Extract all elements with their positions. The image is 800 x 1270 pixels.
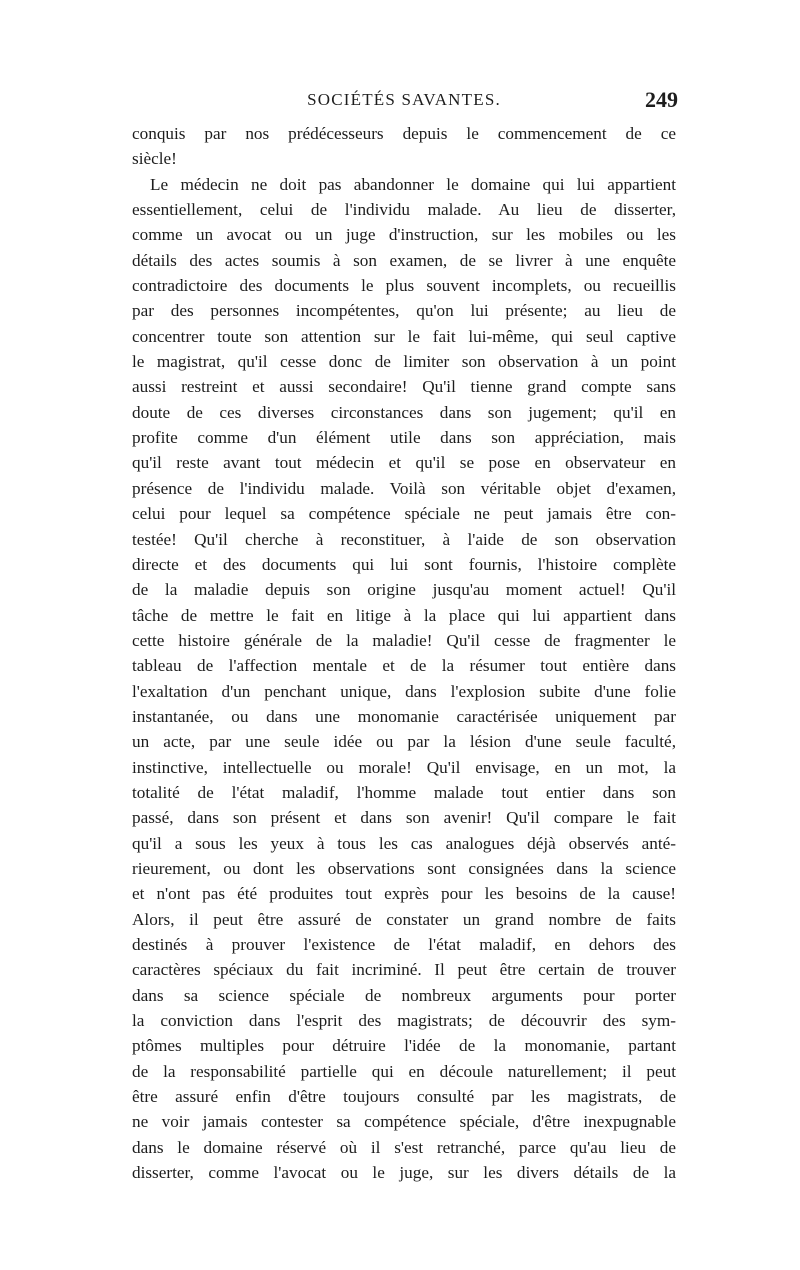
text-line: le magistrat, qu'il cesse donc de limiter son observation à un point <box>132 352 676 372</box>
text-line: instantanée, ou dans une monomanie caractérisée uniquement par <box>132 706 676 726</box>
running-title: SOCIÉTÉS SAVANTES. <box>307 90 501 109</box>
text-line: tableau de l'affection mentale et de la résumer tout entière dans <box>132 656 676 676</box>
text-line: dans sa science spéciale de nombreux arguments pour porter <box>132 985 676 1005</box>
text-line: profite comme d'un élément utile dans son appréciation, mais <box>132 428 676 448</box>
text-line: contradictoire des documents le plus souvent incomplets, ou recueillis <box>132 276 676 296</box>
text-line: celui pour lequel sa compétence spéciale ne peut jamais être con- <box>132 504 676 524</box>
text-line: concentrer toute son attention sur le fait lui-même, qui seul captive <box>132 326 676 346</box>
text-line: doute de ces diverses circonstances dans son jugement; qu'il en <box>132 402 676 422</box>
text-line: qu'il reste avant tout médecin et qu'il se pose en observateur en <box>132 453 676 473</box>
text-line: aussi restreint et aussi secondaire! Qu'il tienne grand compte sans <box>132 377 676 397</box>
text-line: comme un avocat ou un juge d'instruction, sur les mobiles ou les <box>132 225 676 245</box>
page-number: 249 <box>645 87 678 112</box>
text-line: de la maladie depuis son origine jusqu'au moment actuel! Qu'il <box>132 580 676 600</box>
text-line: par des personnes incompétentes, qu'on lui présente; au lieu de <box>132 301 676 321</box>
text-line: ptômes multiples pour détruire l'idée de la monomanie, partant <box>132 1036 676 1056</box>
text-line: cette histoire générale de la maladie! Qu'il cesse de fragmenter le <box>132 630 676 650</box>
text-line: dans le domaine réservé où il s'est retranché, parce qu'au lieu de <box>132 1137 676 1157</box>
text-line: siècle! <box>132 149 177 169</box>
text-line: de la responsabilité partielle qui en découle naturellement; il peut <box>132 1061 676 1081</box>
text-line: qu'il a sous les yeux à tous les cas analogues déjà observés anté- <box>132 833 676 853</box>
text-line: un acte, par une seule idée ou par la lésion d'une seule faculté, <box>132 732 676 752</box>
text-line: ne voir jamais contester sa compétence spéciale, d'être inexpugnable <box>132 1112 676 1132</box>
text-line: l'exaltation d'un penchant unique, dans l'explosion subite d'une folie <box>132 681 676 701</box>
running-head <box>132 87 678 116</box>
text-line: détails des actes soumis à son examen, de se livrer à une enquête <box>132 250 676 270</box>
text-line: instinctive, intellectuelle ou morale! Qu'il envisage, en un mot, la <box>132 757 676 777</box>
text-line: tâche de mettre le fait en litige à la place qui lui appartient dans <box>132 605 676 625</box>
text-line: la conviction dans l'esprit des magistrats; de découvrir des sym- <box>132 1011 676 1031</box>
text-line: être assuré enfin d'être toujours consulté par les magistrats, de <box>132 1087 676 1107</box>
text-line: passé, dans son présent et dans son avenir! Qu'il compare le fait <box>132 808 676 828</box>
text-line: testée! Qu'il cherche à reconstituer, à l'aide de son observation <box>132 529 676 549</box>
text-line: et n'ont pas été produites tout exprès pour les besoins de la cause! <box>132 884 676 904</box>
text-line: caractères spéciaux du fait incriminé. Il peut être certain de trouver <box>132 960 676 980</box>
text-line: Alors, il peut être assuré de constater un grand nombre de faits <box>132 909 676 929</box>
text-line: essentiellement, celui de l'individu malade. Au lieu de disserter, <box>132 200 676 220</box>
text-line: disserter, comme l'avocat ou le juge, sur les divers détails de la <box>132 1163 676 1183</box>
text-line: directe et des documents qui lui sont fournis, l'histoire complète <box>132 554 676 574</box>
paragraph-start-line: Le médecin ne doit pas abandonner le domaine qui lui appartient <box>150 174 676 194</box>
text-line: rieurement, ou dont les observations sont consignées dans la science <box>132 858 676 878</box>
text-line: conquis par nos prédécesseurs depuis le commencement de ce <box>132 124 676 143</box>
text-line: destinés à prouver l'existence de l'état maladif, en dehors des <box>132 935 676 954</box>
text-line: totalité de l'état maladif, l'homme malade tout entier dans son <box>132 782 676 802</box>
body-text <box>132 121 676 1185</box>
text-line: présence de l'individu malade. Voilà son véritable objet d'examen, <box>132 478 676 498</box>
